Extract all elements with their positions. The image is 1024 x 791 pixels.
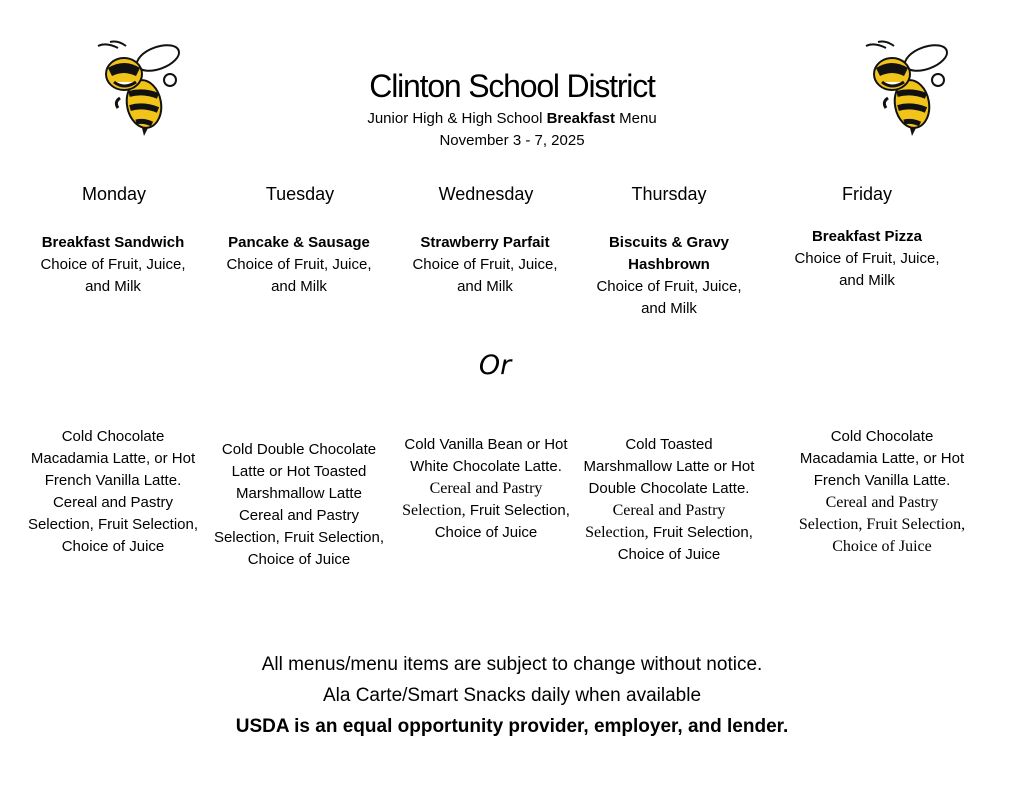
meal-thursday — [584, 232, 754, 320]
meal-tuesday — [214, 232, 384, 298]
alt-text: Cold Double Chocolate Latte or Hot Toasted Marshmallow Latte Cereal and Pastry Selection, Fruit Selection, Choice of Juice — [213, 441, 385, 568]
menu-dates: November 3 - 7, 2025 — [439, 132, 585, 149]
menu-subtitle — [0, 110, 1024, 127]
day-tuesday: Tuesday — [265, 184, 335, 204]
alt-text: Fruit Selection, Choice of Juice — [617, 524, 753, 563]
alt-thursday — [583, 434, 755, 566]
alt-text-serif: Cereal and Pastry Selection, — [402, 480, 543, 519]
alt-text: Cold Vanilla Bean or Hot White Chocolate Latte. — [404, 436, 568, 475]
meal-main: Strawberry Parfait — [420, 234, 550, 251]
alt-friday — [796, 426, 968, 558]
day-monday: Monday — [81, 184, 147, 204]
subtitle-text: Junior High & High School — [367, 110, 547, 127]
day-friday: Friday — [841, 184, 892, 204]
alt-text-serif: Cereal and Pastry Selection, — [585, 502, 726, 541]
alt-text-serif: Cereal and Pastry Selection, Fruit Selection, Choice of Juice — [798, 494, 966, 555]
meal-sides: Choice of Fruit, Juice, and Milk — [40, 256, 186, 295]
meal-monday — [28, 232, 198, 298]
meal-main: Biscuits & Gravy Hashbrown — [608, 234, 730, 273]
page-title: Clinton School District — [369, 68, 655, 104]
meal-friday — [782, 226, 952, 292]
alt-wednesday — [400, 434, 572, 544]
alt-text: Cold Chocolate Macadamia Latte, or Hot French Vanilla Latte. Cereal and Pastry Selection, Fruit Selection, Choice of Juice — [27, 428, 199, 555]
meal-sides: Choice of Fruit, Juice, and Milk — [412, 256, 558, 295]
footer-snacks-note: Ala Carte/Smart Snacks daily when available — [322, 685, 702, 706]
alt-text: Fruit Selection, Choice of Juice — [434, 502, 570, 541]
meal-sides: Choice of Fruit, Juice, and Milk — [596, 278, 742, 317]
meal-sides: Choice of Fruit, Juice, and Milk — [794, 250, 940, 289]
alt-monday — [27, 426, 199, 558]
subtitle-bold: Breakfast — [546, 110, 615, 127]
alt-text: Cold Toasted Marshmallow Latte or Hot Double Chocolate Latte. — [583, 436, 755, 497]
alt-text: Cold Chocolate Macadamia Latte, or Hot French Vanilla Latte. — [799, 428, 965, 489]
day-thursday: Thursday — [631, 184, 707, 204]
alt-tuesday — [213, 439, 385, 571]
meal-wednesday — [400, 232, 570, 298]
meal-main: Pancake & Sausage — [228, 234, 370, 251]
subtitle-text: Menu — [614, 110, 657, 127]
footer-disclaimer: All menus/menu items are subject to change without notice. — [261, 654, 763, 675]
meal-main: Breakfast Sandwich — [41, 234, 185, 251]
day-wednesday: Wednesday — [438, 184, 534, 204]
footer-usda-statement: USDA is an equal opportunity provider, employer, and lender. — [235, 716, 789, 737]
or-divider: Or — [478, 350, 512, 381]
meal-sides: Choice of Fruit, Juice, and Milk — [226, 256, 372, 295]
meal-main: Breakfast Pizza — [811, 228, 923, 245]
